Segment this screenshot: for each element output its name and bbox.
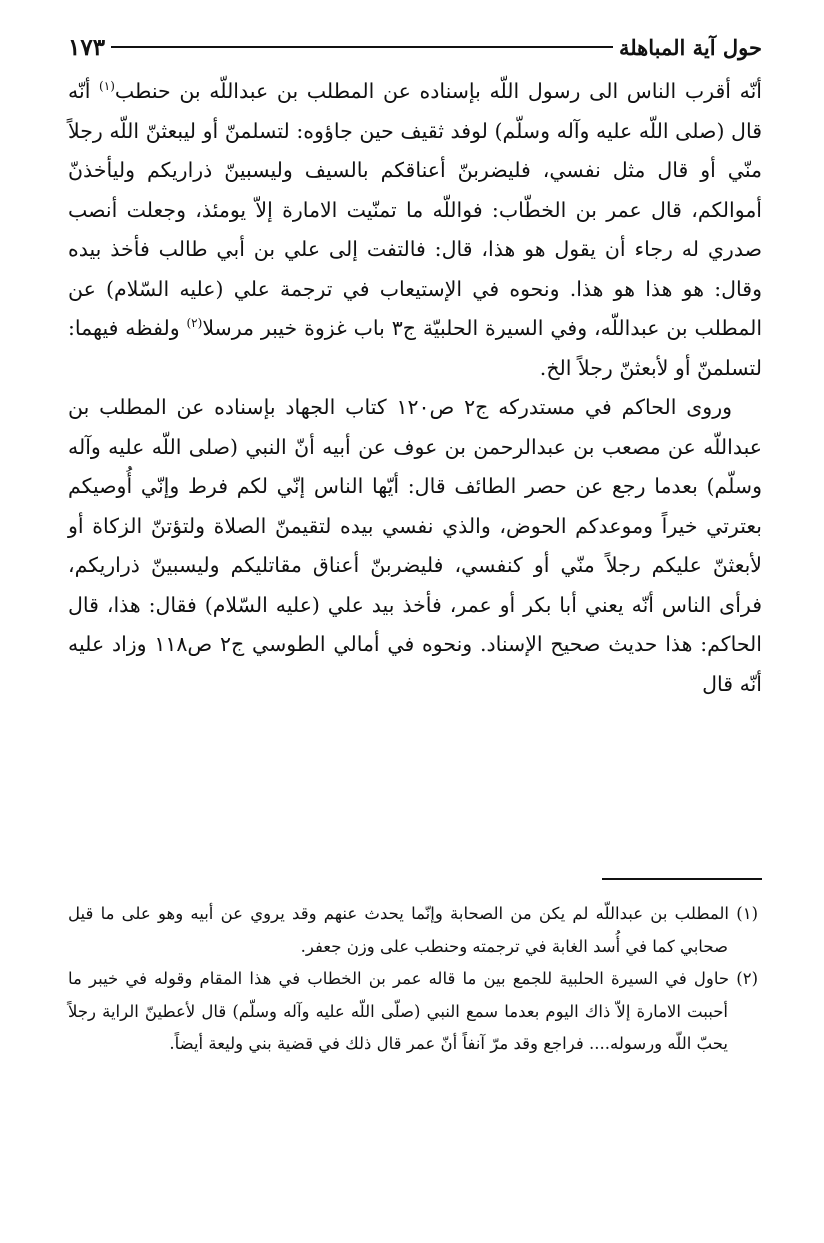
paragraph-text: أنّه قال (صلى اللّه عليه وآله وسلّم) لوفد ثقيف حين جاؤوه: لتسلمنّ أو ليبعثنّ اللّه رجلاً منّي أو قال مثل نفسي، فليضربنّ أعناقكم بالسيف وليسبينّ ذراريكم وليأخذنّ أموالكم، قال عمر بن الخطّاب: فواللّه ما تمنّيت الامارة إلاّ يومئذ، وجعلت أنصب صدري له رجاء أن يقول هو هذا، قال: فالتفت إلى علي بن أبي طالب فأخذ بيده وقال: هو هذا هو هذا. ونحوه في الإستيعاب في ترجمة علي (عليه السّلام) عن المطلب بن عبداللّه، وفي السيرة الحلبيّة ج٣ باب غزوة خيبر مرسلا [68, 79, 763, 340]
paragraph-text: ولفظه فيهما: لتسلمنّ أو لأبعثنّ رجلاً الخ. [68, 316, 762, 380]
footnote: (١) المطلب بن عبداللّه لم يكن من الصحابة وإنّما يحدث عنهم وقد يروي عن أبيه وهو على ما قيل صحابي كما في أُسد الغابة في ترجمته وحنطب على وزن جعفر. [68, 904, 758, 956]
footnote: (٢) حاول في السيرة الحلبية للجمع بين ما قاله عمر بن الخطاب في هذا المقام وقوله في خيبر ما أحببت الامارة إلاّ ذاك اليوم بعدما سمع النبي (صلّى اللّه عليه وآله وسلّم) قال لأعطينّ الراية رجلاً يحبّ اللّه ورسوله.... فراجع وقد مرّ آنفاً أنّ عمر قال ذلك في قضية بني وليعة أيضاً. [68, 969, 758, 1053]
header-rule [111, 46, 613, 48]
main-text [68, 72, 762, 704]
page-number: ١٧٣ [68, 33, 106, 61]
paragraph [68, 72, 762, 388]
paragraph [68, 388, 762, 704]
paragraph-text: وروى الحاكم في مستدركه ج٢ ص١٢٠ كتاب الجهاد بإسناده عن المطلب بن عبداللّه عن مصعب بن عبدالرحمن بن عوف عن أبيه أنّ النبي (صلى اللّه عليه وآله وسلّم) بعدما رجع عن حصر الطائف قال: أيّها الناس إنّي لكم فرط وإنّي أُوصيكم بعترتي خيراً وموعدكم الحوض، والذي نفسي بيده لتقيمنّ الصلاة ولتؤتنّ الزكاة أو لأبعثنّ عليكم رجلاً منّي أو كنفسي، فليضربنّ أعناق مقاتليكم وليسبينّ ذراريكم، فرأى الناس أنّه يعني أبا بكر أو عمر، فأخذ بيد علي (عليه السّلام) فقال: هذا، قال الحاكم: هذا حديث صحيح الإسناد. ونحوه في أمالي الطوسي ج٢ ص١١٨ وزاد عليه أنّه قال [68, 395, 762, 696]
running-title: حول آية المباهلة [618, 34, 762, 60]
footnotes [68, 898, 758, 1061]
running-header [68, 30, 762, 64]
footnote-ref: (١) [99, 79, 115, 94]
footnote-separator [602, 878, 762, 880]
footnote-ref: (٢) [186, 316, 203, 331]
paragraph-text: أنّه أقرب الناس الى رسول اللّه بإسناده عن المطلب بن عبداللّه بن حنطب [114, 79, 762, 103]
